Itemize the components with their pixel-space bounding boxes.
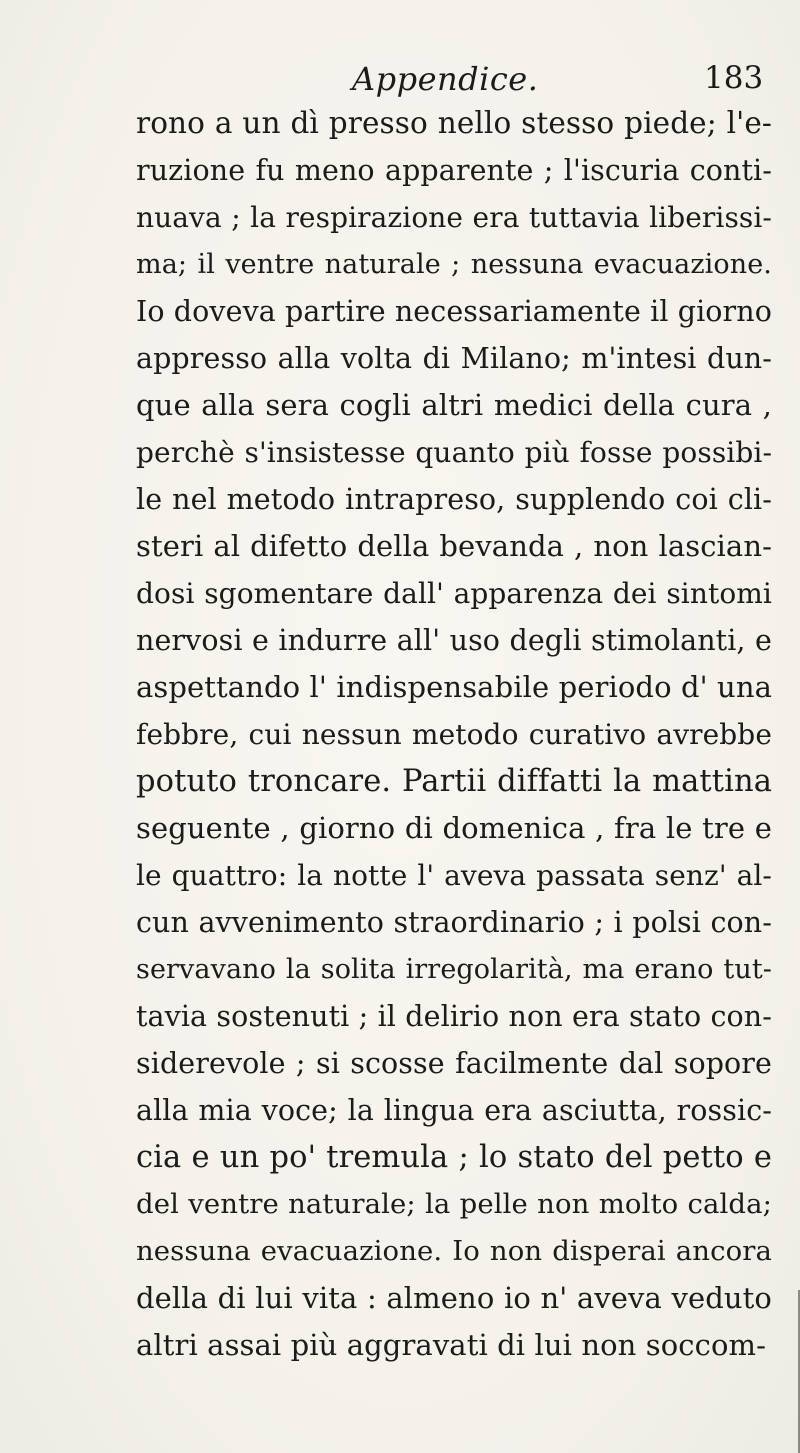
text-line: que alla sera cogli altri medici della cura , — [136, 388, 772, 422]
text-line: siderevole ; si scosse facilmente dal sopore — [136, 1047, 772, 1080]
text-line: cia e un po' tremula ; lo stato del petto e — [136, 1140, 772, 1175]
text-line: potuto troncare. Partii diffatti la mattina — [136, 764, 772, 799]
text-line: appresso alla volta di Milano; m'intesi dun- — [136, 342, 772, 375]
text-line: aspettando l' indispensabile periodo d' una — [136, 670, 772, 704]
text-line: del ventre naturale; la pelle non molto calda; — [136, 1188, 772, 1220]
text-line: febbre, cui nessun metodo curativo avrebbe — [136, 718, 772, 751]
text-line: rono a un dì presso nello stesso piede; l'e- — [136, 106, 772, 140]
section-title: Appendice. — [352, 60, 539, 98]
running-head — [0, 60, 800, 104]
text-line: ma; il ventre naturale ; nessuna evacuazione. — [136, 249, 772, 280]
text-line: seguente , giorno di domenica , fra le tre e — [136, 811, 772, 845]
text-line: Io doveva partire necessariamente il giorno — [136, 295, 772, 328]
text-line: della di lui vita : almeno io n' aveva veduto — [136, 1281, 772, 1315]
text-line: tavia sostenuti ; il delirio non era stato con- — [136, 1000, 772, 1033]
text-line: nuava ; la respirazione era tuttavia liberissi- — [136, 201, 772, 234]
text-line: nessuna evacuazione. Io non disperai ancora — [136, 1235, 772, 1267]
text-line: servavano la solita irregolarità, ma erano tut- — [136, 954, 772, 985]
text-line: steri al difetto della bevanda , non lascian- — [136, 529, 772, 563]
text-line: le quattro: la notte l' aveva passata senz' al- — [136, 859, 772, 892]
page-number: 183 — [704, 60, 764, 96]
text-line: le nel metodo intrapreso, supplendo coi cli- — [136, 483, 772, 516]
text-line: alla mia voce; la lingua era asciutta, rossic- — [136, 1094, 772, 1127]
text-line: ruzione fu meno apparente ; l'iscuria conti- — [136, 154, 772, 187]
text-line: altri assai più aggravati di lui non soccom- — [136, 1328, 767, 1362]
text-line: perchè s'insistesse quanto più fosse possibi- — [136, 436, 772, 469]
text-line: cun avvenimento straordinario ; i polsi con- — [136, 906, 772, 939]
text-line: dosi sgomentare dall' apparenza dei sintomi — [136, 577, 772, 610]
text-line: nervosi e indurre all' uso degli stimolanti, e — [136, 624, 772, 657]
body-text — [136, 100, 772, 1369]
